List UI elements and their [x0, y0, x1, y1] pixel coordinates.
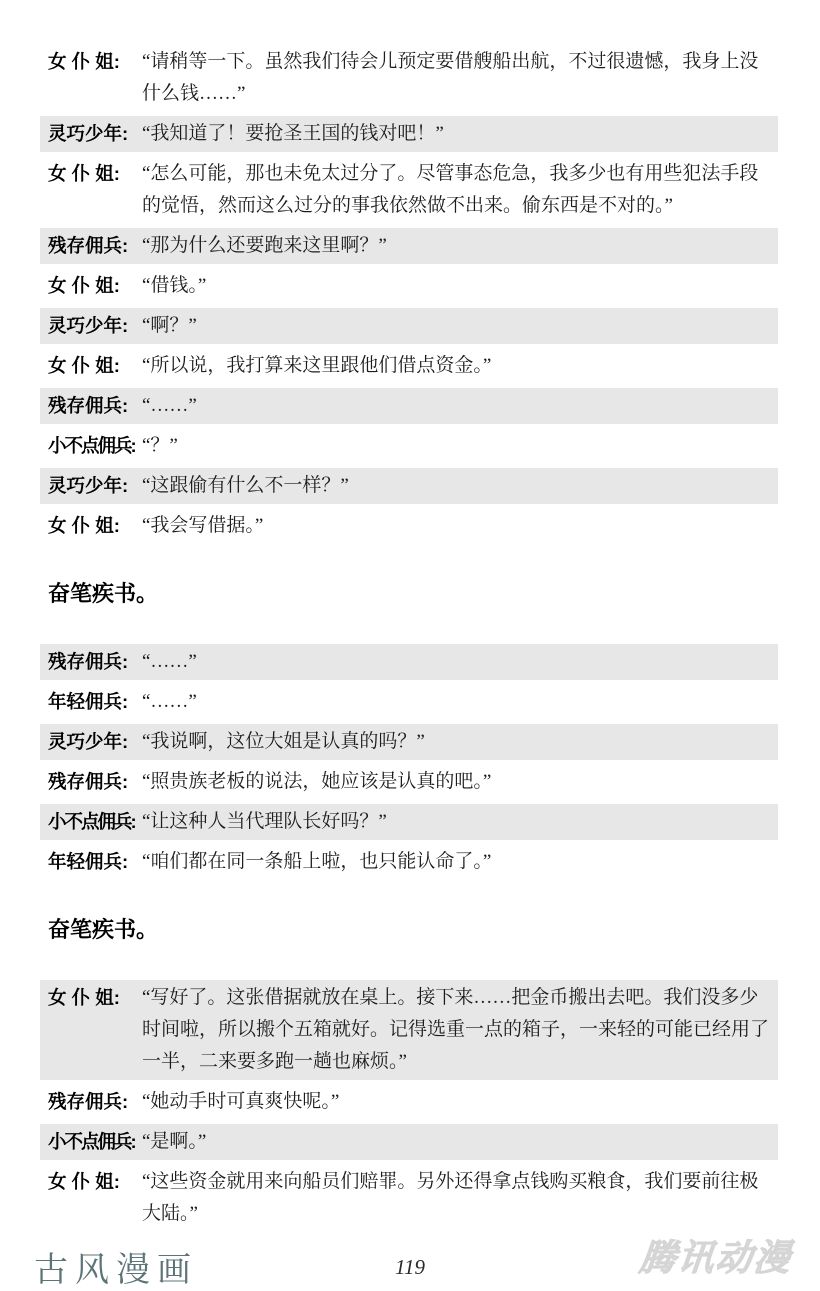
speaker-label: 年轻佣兵:: [48, 691, 129, 712]
dialogue-quote: “我说啊，这位大姐是认真的吗？”: [142, 731, 425, 752]
dialogue-quote: “所以说，我打算来这里跟他们借点资金。”: [142, 355, 492, 376]
dialogue-quote: “……”: [142, 691, 197, 712]
dialogue-quote: “……”: [142, 651, 197, 672]
dialogue-row: [40, 156, 778, 224]
dialogue-row: [40, 844, 778, 880]
dialogue-quote: “这些资金就用来向船员们赔罪。另外还得拿点钱购买粮食，我们要前往极大陆。”: [142, 1171, 759, 1224]
speaker-label: 女 仆 姐:: [48, 275, 120, 296]
dialogue-quote: “借钱。”: [142, 275, 207, 296]
speaker-label: 残存佣兵:: [48, 235, 129, 256]
dialogue-row: [40, 764, 778, 800]
speaker-label: 女 仆 姐:: [48, 515, 120, 536]
dialogue-row: [40, 644, 778, 680]
dialogue-quote: “怎么可能，那也未免太过分了。尽管事态危急，我多少也有用些犯法手段的觉悟，然而这么过分的事我依然做不出来。偷东西是不对的。”: [142, 163, 759, 216]
speaker-label: 女 仆 姐:: [48, 1171, 120, 1192]
watermark-logo: 腾讯动漫: [637, 1237, 794, 1278]
dialogue-row: [40, 724, 778, 760]
dialogue-quote: “那为什么还要跑来这里啊？”: [142, 235, 387, 256]
dialogue-quote: “让这种人当代理队长好吗？”: [142, 811, 387, 832]
speaker-label: 小不点佣兵:: [48, 1131, 135, 1152]
dialogue-row: [40, 228, 778, 264]
speaker-label: 灵巧少年:: [48, 731, 129, 752]
dialogue-row: [40, 468, 778, 504]
speaker-label: 灵巧少年:: [48, 123, 129, 144]
speaker-label: 灵巧少年:: [48, 475, 129, 496]
dialogue-row: [40, 44, 778, 112]
scene-heading: 奋笔疾书。: [48, 917, 159, 942]
dialogue-quote: “照贵族老板的说法，她应该是认真的吧。”: [142, 771, 492, 792]
speaker-label: 女 仆 姐:: [48, 51, 120, 72]
dialogue-row: [40, 428, 778, 464]
dialogue-quote: “？”: [142, 435, 178, 456]
dialogue-row: [40, 1084, 778, 1120]
dialogue-quote: “请稍等一下。虽然我们待会儿预定要借艘船出航，不过很遗憾，我身上没什么钱……”: [142, 51, 759, 104]
footer-brand: 古风漫画: [34, 1250, 198, 1290]
speaker-label: 残存佣兵:: [48, 395, 129, 416]
dialogue-quote: “我知道了！要抢圣王国的钱对吧！”: [142, 123, 444, 144]
dialogue-row: [40, 308, 778, 344]
speaker-label: 残存佣兵:: [48, 1091, 129, 1112]
speaker-label: 残存佣兵:: [48, 771, 129, 792]
speaker-label: 女 仆 姐:: [48, 163, 120, 184]
dialogue-quote: “我会写借据。”: [142, 515, 264, 536]
speaker-label: 灵巧少年:: [48, 315, 129, 336]
dialogue-row: [40, 1124, 778, 1160]
dialogue-row: [40, 268, 778, 304]
dialogue-row: [40, 1164, 778, 1232]
dialogue-row: [40, 684, 778, 720]
dialogue-quote: “啊？”: [142, 315, 197, 336]
speaker-label: 小不点佣兵:: [48, 811, 135, 832]
speaker-label: 女 仆 姐:: [48, 355, 120, 376]
page-number: 119: [395, 1255, 425, 1279]
dialogue-quote: “她动手时可真爽快呢。”: [142, 1091, 340, 1112]
dialogue-quote: “写好了。这张借据就放在桌上。接下来……把金币搬出去吧。我们没多少时间啦，所以搬个五箱就好。记得选重一点的箱子，一来轻的可能已经用了一半，二来要多跑一趟也麻烦。”: [142, 987, 770, 1072]
dialogue-quote: “咱们都在同一条船上啦，也只能认命了。”: [142, 851, 492, 872]
speaker-label: 女 仆 姐:: [48, 987, 120, 1008]
dialogue-quote: “……”: [142, 395, 197, 416]
dialogue-row: [40, 348, 778, 384]
speaker-label: 小不点佣兵:: [48, 435, 135, 456]
dialogue-row: [40, 116, 778, 152]
speaker-label: 残存佣兵:: [48, 651, 129, 672]
dialogue-row: [40, 508, 778, 544]
dialogue-row: [40, 388, 778, 424]
scene-heading: 奋笔疾书。: [48, 581, 159, 606]
speaker-label: 年轻佣兵:: [48, 851, 129, 872]
dialogue-quote: “这跟偷有什么不一样？”: [142, 475, 349, 496]
dialogue-quote: “是啊。”: [142, 1131, 207, 1152]
dialogue-row: [40, 980, 778, 1080]
dialogue-row: [40, 804, 778, 840]
